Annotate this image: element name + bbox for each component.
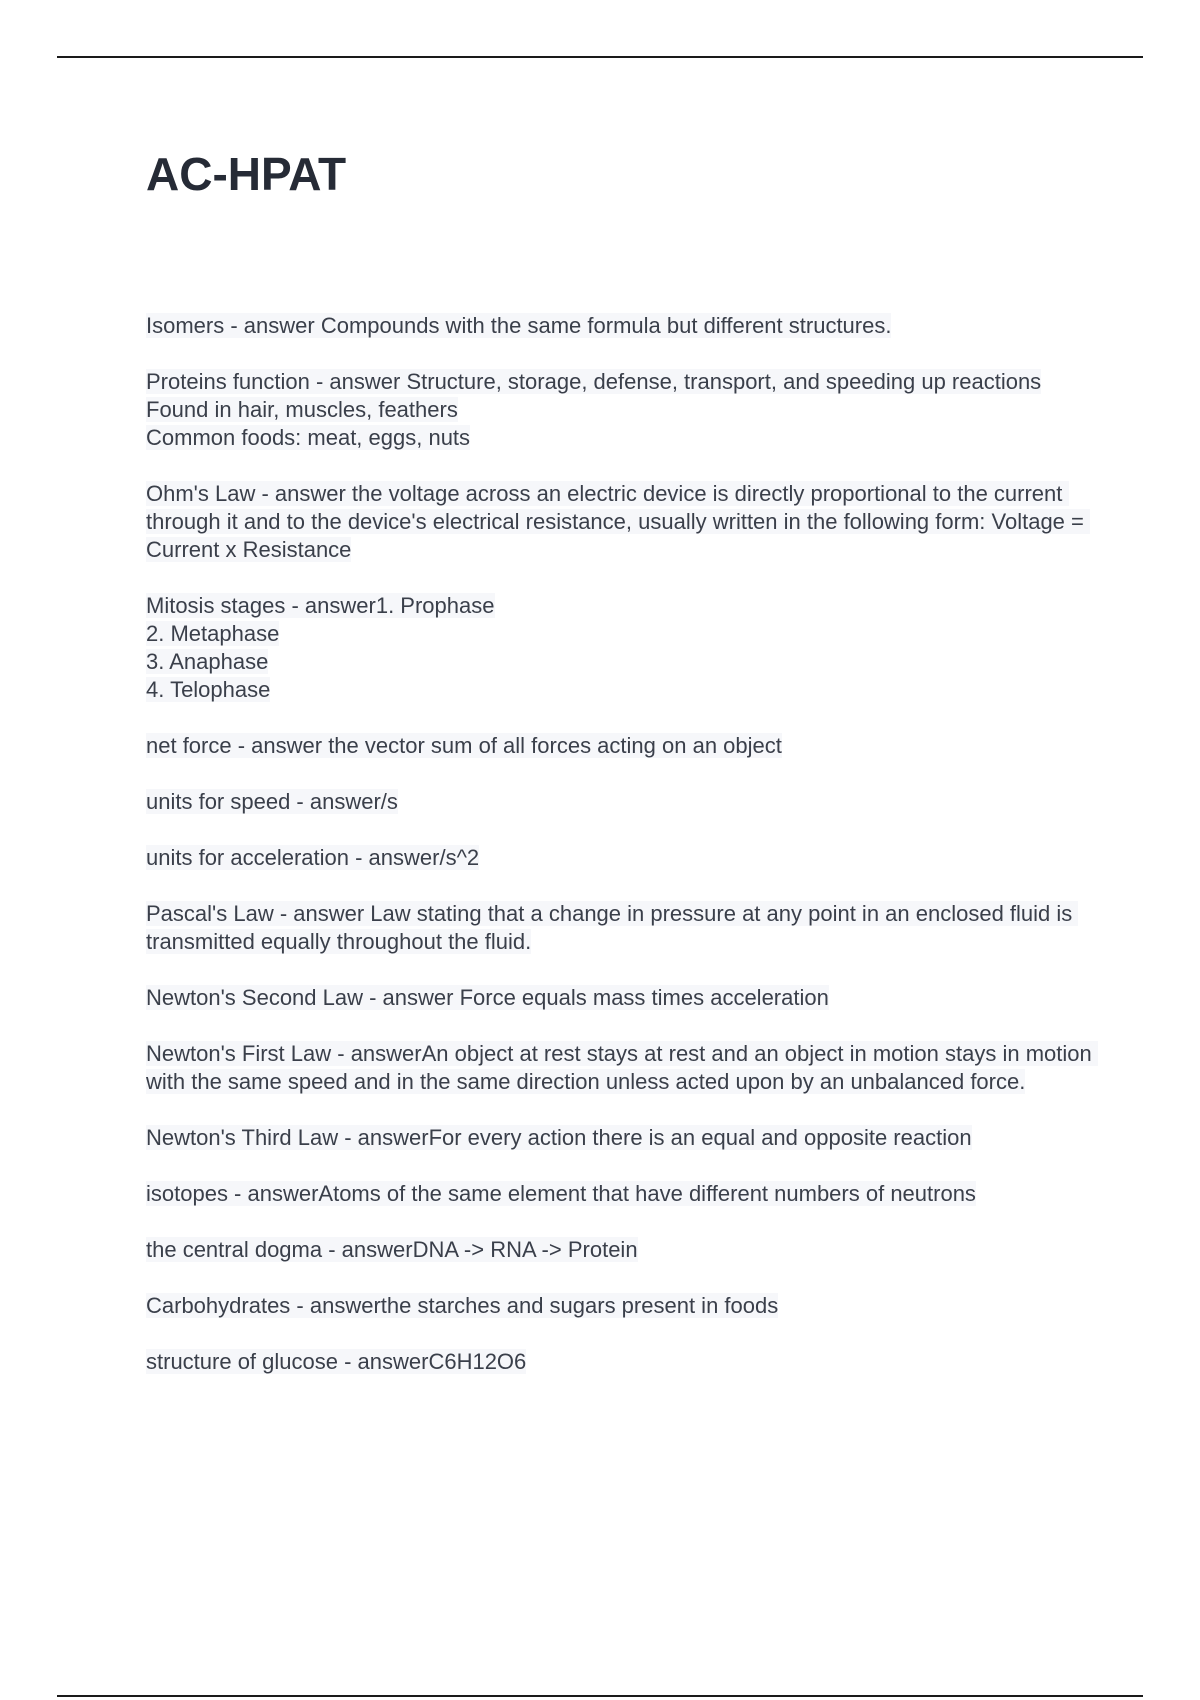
flashcard-entry-net-force (146, 732, 1096, 760)
document-title: AC-HPAT (146, 148, 347, 200)
flashcard-text: units for speed - answer/s (146, 789, 398, 814)
flashcard-text: structure of glucose - answerC6H12O6 (146, 1349, 527, 1374)
flashcard-entry-central-dogma (146, 1236, 1096, 1264)
flashcard-entry-acceleration-units (146, 844, 1096, 872)
flashcard-text: units for acceleration - answer/s^2 (146, 845, 480, 870)
flashcard-text: Newton's Third Law - answerFor every action there is an equal and opposite reaction (146, 1125, 972, 1150)
flashcard-text: Newton's First Law - answerAn object at rest stays at rest and an object in motion stays in motion with the same speed and in the same direction unless acted upon by an unbalanced force. (146, 1041, 1098, 1094)
bottom-rule (57, 1695, 1143, 1697)
top-rule (57, 56, 1143, 58)
flashcard-text: Ohm's Law - answer the voltage across an electric device is directly proportional to the current through it and to the device's electrical resistance, usually written in the following form: Voltage = Current x Resistance (146, 481, 1090, 562)
flashcard-entry-ohms-law (146, 480, 1096, 564)
flashcard-text: Carbohydrates - answerthe starches and sugars present in foods (146, 1293, 779, 1318)
flashcard-text: Newton's Second Law - answer Force equals mass times acceleration (146, 985, 829, 1010)
flashcard-entry-isotopes (146, 1180, 1096, 1208)
flashcard-text: the central dogma - answerDNA -> RNA -> Protein (146, 1237, 638, 1262)
flashcard-text: Mitosis stages - answer1. Prophase 2. Metaphase 3. Anaphase 4. Telophase (146, 593, 495, 702)
flashcard-entry-newtons-first-law (146, 1040, 1096, 1096)
flashcard-text: isotopes - answerAtoms of the same element that have different numbers of neutrons (146, 1181, 976, 1206)
flashcard-list (146, 312, 1096, 1404)
flashcard-entry-proteins (146, 368, 1096, 452)
flashcard-entry-newtons-second-law (146, 984, 1096, 1012)
flashcard-entry-speed-units (146, 788, 1096, 816)
flashcard-entry-glucose (146, 1348, 1096, 1376)
flashcard-entry-carbohydrates (146, 1292, 1096, 1320)
flashcard-entry-pascals-law (146, 900, 1096, 956)
flashcard-text: net force - answer the vector sum of all forces acting on an object (146, 733, 782, 758)
flashcard-text: Pascal's Law - answer Law stating that a change in pressure at any point in an enclosed fluid is transmitted equally throughout the fluid. (146, 901, 1079, 954)
flashcard-entry-isomers (146, 312, 1096, 340)
flashcard-text: Proteins function - answer Structure, storage, defense, transport, and speeding up reactions Found in hair, muscles, feathers Common foods: meat, eggs, nuts (146, 369, 1042, 450)
flashcard-text: Isomers - answer Compounds with the same formula but different structures. (146, 313, 892, 338)
flashcard-entry-mitosis (146, 592, 1096, 704)
flashcard-entry-newtons-third-law (146, 1124, 1096, 1152)
